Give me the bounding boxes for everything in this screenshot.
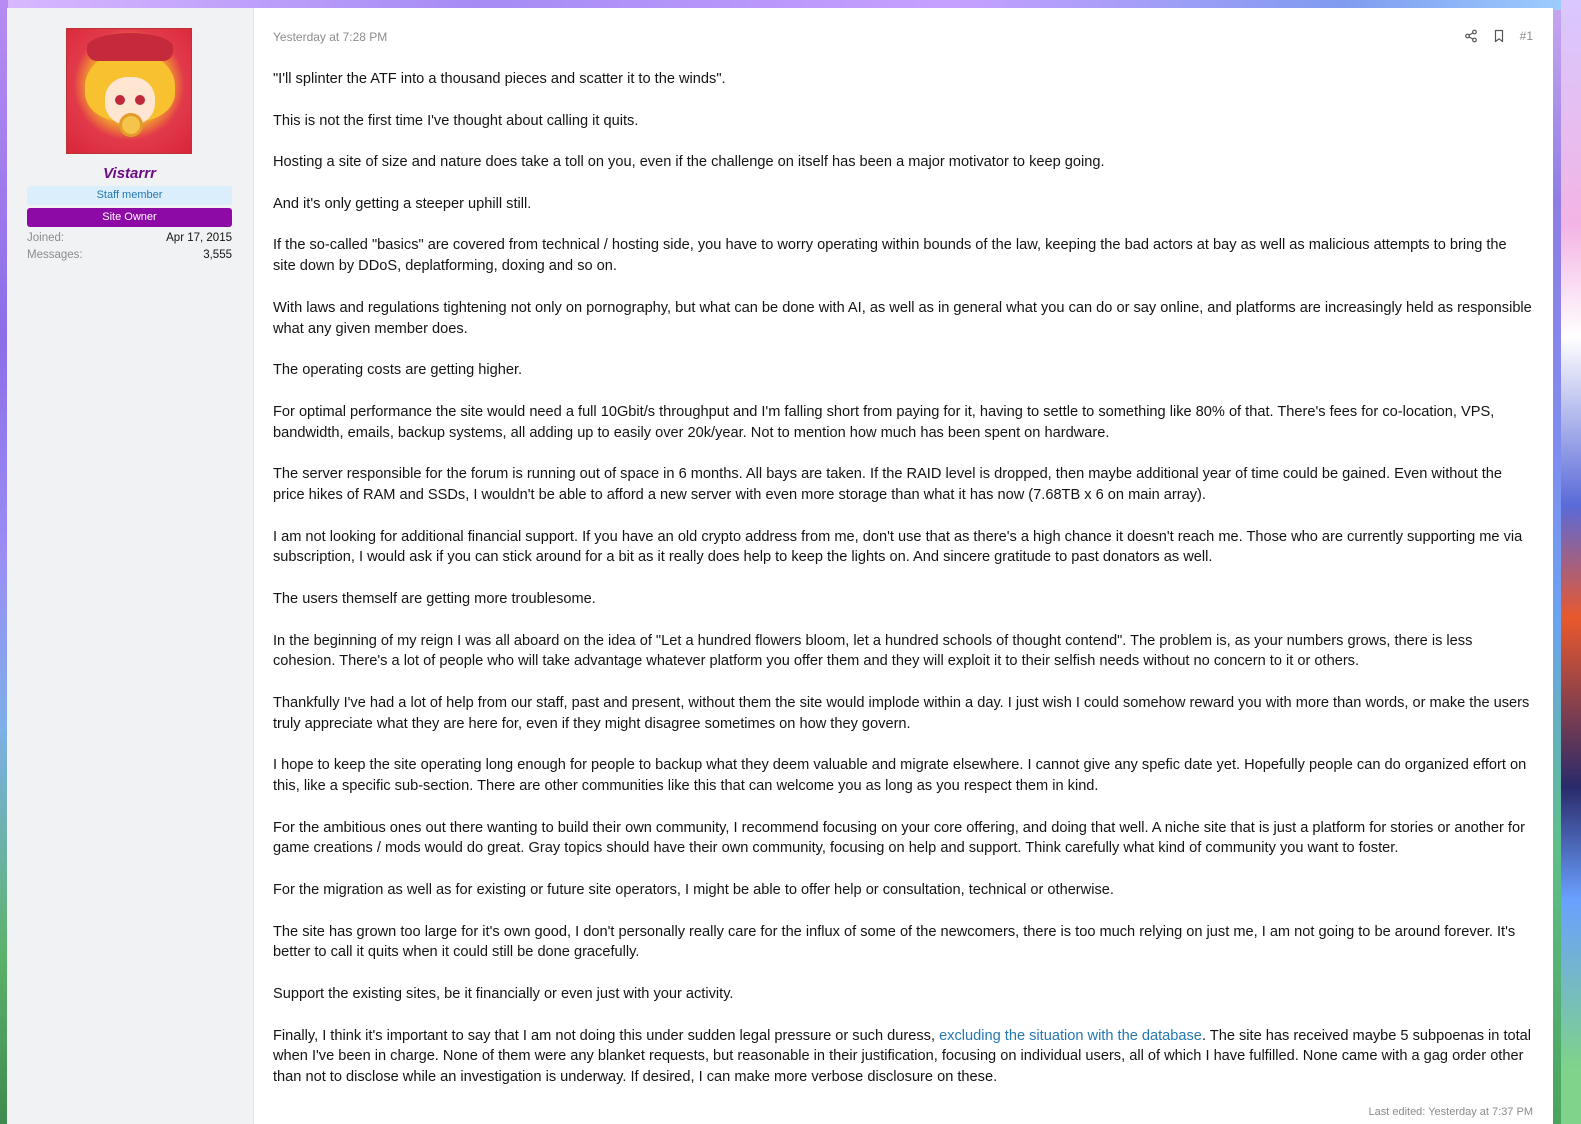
background-art-right xyxy=(1561,0,1581,1124)
stat-value: Apr 17, 2015 xyxy=(166,232,232,244)
paragraph: Hosting a site of size and nature does take a toll on you, even if the challenge on itself has been a major motivator to keep going. xyxy=(273,154,1105,171)
post-body xyxy=(273,69,1533,1109)
paragraph: I hope to keep the site operating long enough for people to backup what they deem valuable and migrate elsewhere. I cannot give any spefic date yet. Hopefully people can do organized effort on this, like a specific sub-section. There are other communities like this that can welcome you as long as you respect them in kind. xyxy=(273,757,1527,795)
paragraph: For the migration as well as for existing or future site operators, I might be able to offer help or consultation, technical or otherwise. xyxy=(273,882,1114,899)
forum-post xyxy=(7,8,1553,1124)
paragraph: Thankfully I've had a lot of help from our staff, past and present, without them the site would implode within a day. I just wish I could somehow reward you with more than words, or make the users truly appreciate what they are here for, even if they might disagree sometimes on how they govern. xyxy=(273,694,1530,732)
role-badge: Site Owner xyxy=(27,208,232,227)
username-link[interactable]: Vistarrr xyxy=(103,165,156,182)
post-date-link[interactable]: Yesterday at 7:28 PM xyxy=(273,30,388,44)
final-text-before: Finally, I think it's important to say that I am not doing this under sudden legal pressure or such duress, xyxy=(273,1027,940,1044)
paragraph: "I'll splinter the ATF into a thousand pieces and scatter it to the winds". xyxy=(273,71,726,87)
user-info-panel xyxy=(7,8,254,1124)
post-content-panel xyxy=(254,8,1553,1124)
paragraph: This is not the first time I've thought about calling it quits. xyxy=(273,112,639,129)
final-text-after: . The site has received maybe 5 subpoenas in total when I've been in charge. None of them were any blanket requests, but reasonable in their justification, focusing on individual users, all of which I have fulfilled. None came with a gag order other than not to disclose while an investigation is underway. If desired, I can make more verbose disclosure on these. xyxy=(273,1027,1532,1086)
paragraph: The server responsible for the forum is running out of space in 6 months. All bays are taken. If the RAID level is dropped, then maybe additional year of time could be gained. Even without the price hikes of RAM and SSDs, I wouldn't be able to afford a new server with even more storage than what it has now (7.68TB x 6 on main array). xyxy=(273,466,1502,503)
last-edited-note: Last edited: Yesterday at 7:37 PM xyxy=(1368,1106,1533,1118)
paragraph: For optimal performance the site would need a full 10Gbit/s throughput and I'm falling short from paying for it, having to settle to something like 80% of that. There's fees for co-location, VPS, bandwidth, emails, backup systems, all adding up to easily over 20k/year. Not to mention how much has been spent on hardware. xyxy=(273,403,1495,441)
paragraph: I am not looking for additional financial support. If you have an old crypto address from me, don't use that as there's a high chance it doesn't reach me. Those who are currently supporting me via subscription, I would ask if you can stick around for a bit as it really does help to keep the lights on. And sincere gratitude to past donators as well. xyxy=(273,528,1523,566)
stat-label: Messages: xyxy=(27,249,83,261)
avatar[interactable] xyxy=(66,28,192,154)
paragraph: With laws and regulations tightening not only on pornography, but what can be done with AI, as well as in general what you can do or say online, and platforms are increasingly held as responsible what any given member does. xyxy=(273,299,1532,337)
stat-value: 3,555 xyxy=(203,249,232,261)
paragraph: The operating costs are getting higher. xyxy=(273,362,523,379)
paragraph: The site has grown too large for it's own good, I don't personally really care for the influx of some of the newcomers, there is too much relying on just me, I am not going to be around forever. It's better to call it quits when it could still be done gracefully. xyxy=(273,923,1516,961)
post-number-link[interactable]: #1 xyxy=(1519,29,1533,43)
share-icon[interactable] xyxy=(1464,29,1478,43)
stat-label: Joined: xyxy=(27,232,65,244)
paragraph: For the ambitious ones out there wanting to build their own community, I recommend focusing on your core offering, and doing that well. A niche site that is just a platform for stories or another for game creations / mods would do great. Gray topics should have their own community, focusing on help and support. Think carefully what kind of community you want to foster. xyxy=(273,819,1525,857)
staff-badge: Staff member xyxy=(27,186,232,205)
database-situation-link[interactable]: excluding the situation with the database xyxy=(939,1027,1202,1044)
paragraph: If the so-called "basics" are covered from technical / hosting side, you have to worry operating within bounds of the law, keeping the bad actors at bay as well as malicious attempts to bring the site down by DDoS, deplatforming, doxing and so on. xyxy=(273,237,1507,275)
paragraph: Support the existing sites, be it financially or even just with your activity. xyxy=(273,986,734,1003)
joined-stat xyxy=(27,232,232,244)
final-paragraph xyxy=(273,1026,1533,1088)
post-actions xyxy=(1464,29,1533,43)
messages-stat xyxy=(27,249,232,261)
paragraph: In the beginning of my reign I was all aboard on the idea of "Let a hundred flowers bloom, let a hundred schools of thought contend". The problem is, as your numbers grows, there is less cohesion. There's a lot of people who will take advantage whatever platform you offer them and they will exploit it to their selfish needs without no concern to it or others. xyxy=(273,632,1473,670)
bookmark-icon[interactable] xyxy=(1492,29,1506,43)
paragraph: The users themself are getting more troublesome. xyxy=(273,590,596,607)
paragraph: And it's only getting a steeper uphill still. xyxy=(273,195,532,212)
